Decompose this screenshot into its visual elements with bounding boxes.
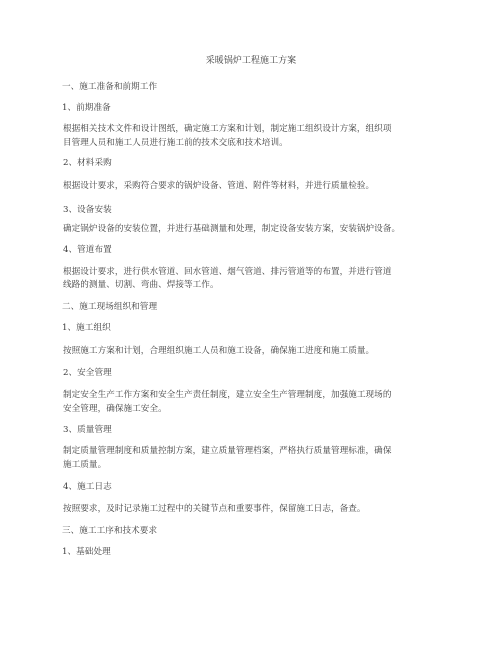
paragraph-line: 确定锅炉设备的安装位置，并进行基础测量和处理，制定设备安装方案，安装锅炉设备。 xyxy=(63,224,401,234)
subsection-heading-2-4: 4、施工日志 xyxy=(63,482,112,492)
section-heading-1: 一、施工准备和前期工作 xyxy=(62,82,158,92)
paragraph-line: 安全管理，确保施工安全。 xyxy=(63,404,167,414)
subsection-heading-1-2: 2、材料采购 xyxy=(63,158,112,168)
subsection-heading-2-1: 1、施工组织 xyxy=(62,323,111,333)
subsection-heading-3-1: 1、基础处理 xyxy=(62,547,111,557)
paragraph-line: 根据相关技术文件和设计图纸，确定施工方案和计划，制定施工组织设计方案，组织项 xyxy=(63,124,392,134)
section-heading-3: 三、施工工序和技术要求 xyxy=(62,526,158,536)
subsection-heading-2-3: 3、质量管理 xyxy=(63,425,112,435)
paragraph-line: 制定质量管理制度和质量控制方案，建立质量管理档案，严格执行质量管理标准，确保 xyxy=(63,446,392,456)
paragraph-line: 按照要求，及时记录施工过程中的关键节点和重要事件，保留施工日志，备查。 xyxy=(63,504,366,514)
subsection-heading-2-2: 2、安全管理 xyxy=(63,368,112,378)
paragraph-line: 根据设计要求，进行供水管道、回水管道、烟气管道、排污管道等的布置，并进行管道 xyxy=(63,267,392,277)
paragraph-line: 施工质量。 xyxy=(63,460,107,470)
paragraph-line: 制定安全生产工作方案和安全生产责任制度，建立安全生产管理制度，加强施工现场的 xyxy=(63,390,392,400)
subsection-heading-1-3: 3、设备安装 xyxy=(63,205,112,215)
subsection-heading-1-1: 1、前期准备 xyxy=(62,103,111,113)
subsection-heading-1-4: 4、管道布置 xyxy=(63,245,112,255)
section-heading-2: 二、施工现场组织和管理 xyxy=(62,302,158,312)
paragraph-line: 线路的测量、切割、弯曲、焊接等工作。 xyxy=(63,280,219,290)
document-title: 采暖锅炉工程施工方案 xyxy=(205,56,297,66)
paragraph-line: 根据设计要求，采购符合要求的锅炉设备、管道、附件等材料，并进行质量检验。 xyxy=(63,181,375,191)
paragraph-line: 目管理人员和施工人员进行施工前的技术交底和技术培训。 xyxy=(63,138,288,148)
paragraph-line: 按照施工方案和计划，合理组织施工人员和施工设备，确保施工进度和施工质量。 xyxy=(63,346,375,356)
